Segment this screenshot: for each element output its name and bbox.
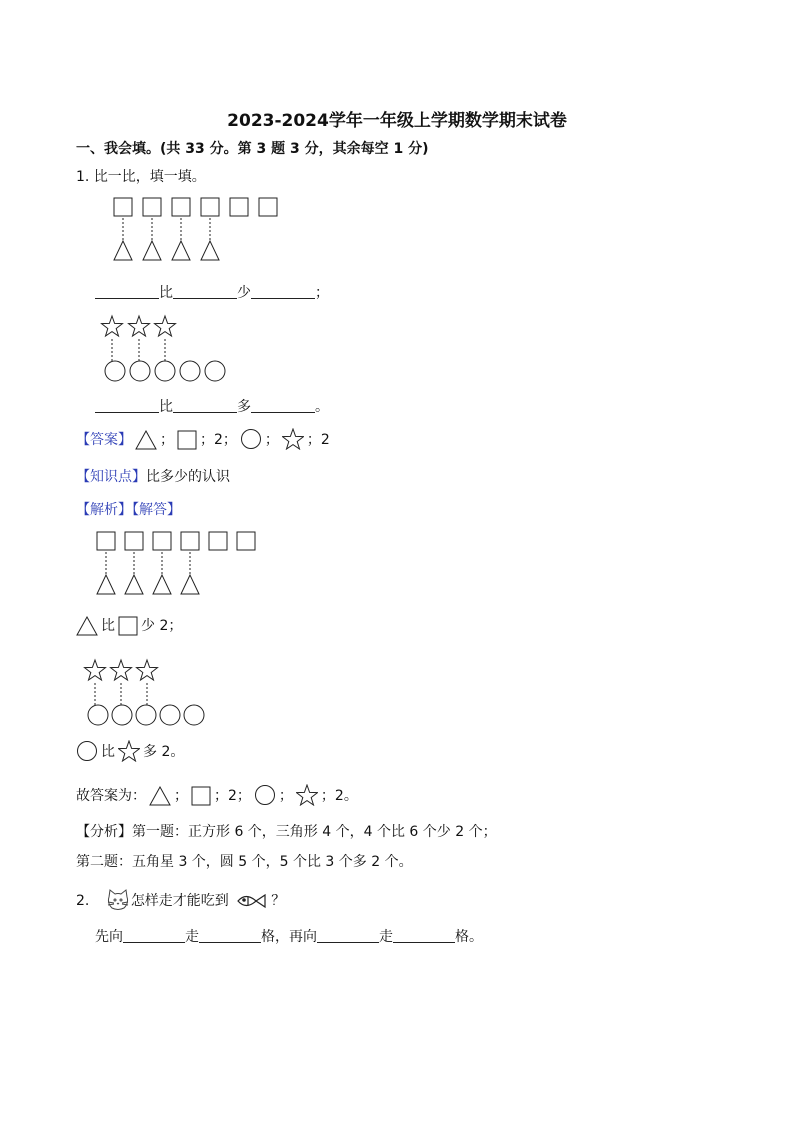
fill-word: 走	[185, 929, 199, 945]
question-text: 怎样走才能吃到	[130, 893, 229, 909]
answer-text: ；	[264, 432, 279, 448]
analysis-line-2: 第二题：五角星 3 个，圆 5 个，5 个比 3 个多 2 个。	[76, 854, 413, 870]
question-mark: ？	[271, 893, 286, 909]
circle-icon	[76, 740, 98, 762]
knowledge-text: 比多少的认识	[146, 469, 230, 485]
analysis-text: 第一题：正方形 6 个，三角形 4 个，4 个比 6 个少 2 个；	[132, 824, 497, 840]
final-lead: 故答案为：	[76, 788, 146, 804]
answer-blank[interactable]	[199, 928, 261, 943]
square-icon	[118, 616, 138, 636]
star-icon	[282, 428, 304, 450]
answer-number: 2	[214, 432, 223, 448]
answer-blank[interactable]	[173, 284, 237, 299]
answer-blank[interactable]	[251, 398, 315, 413]
fill-word: 少	[237, 285, 251, 301]
explain-word: 比	[101, 744, 115, 760]
question-text: 比一比，填一填。	[93, 169, 206, 185]
answer-text: ；	[160, 432, 174, 448]
stars-circles-figure	[101, 314, 231, 386]
knowledge-tag: 【知识点】	[76, 469, 146, 485]
fill-line-2	[95, 396, 329, 416]
question-2-fill-line	[95, 926, 483, 946]
answer-tag: 【答案】	[76, 432, 132, 448]
explain-squares-triangles-figure	[95, 530, 265, 600]
exam-title: 2023-2024学年一年级上学期数学期末试卷	[227, 111, 567, 131]
analysis-line-1	[76, 821, 497, 841]
fill-word: 比	[159, 285, 173, 301]
fill-word: 走	[379, 929, 393, 945]
star-icon	[118, 740, 140, 762]
question-1-prompt	[76, 166, 206, 186]
answer-line	[76, 428, 330, 450]
analysis-fenxi-tag: 【分析】	[76, 824, 132, 840]
final-text: ；	[174, 788, 188, 804]
fill-line-1	[95, 282, 329, 302]
question-2-prompt	[76, 889, 285, 911]
fish-icon	[236, 891, 268, 911]
fill-word: 。	[315, 399, 329, 415]
answer-blank[interactable]	[317, 928, 379, 943]
question-number: 2.	[76, 893, 90, 909]
triangle-icon	[135, 430, 157, 450]
star-icon	[296, 784, 318, 806]
answer-text: ；	[200, 432, 214, 448]
fill-word: ；	[315, 285, 329, 301]
answer-text: ；	[222, 432, 237, 448]
fill-word: 格。	[455, 929, 483, 945]
explain-text: 少 2；	[141, 618, 183, 634]
final-answer-line	[76, 784, 358, 806]
triangle-icon	[76, 616, 98, 636]
fill-word: 格，再向	[261, 929, 317, 945]
circle-icon	[240, 428, 262, 450]
answer-blank[interactable]	[95, 284, 159, 299]
explain-line-2	[76, 740, 184, 762]
square-icon	[177, 430, 197, 450]
final-text: ；	[278, 788, 293, 804]
square-icon	[191, 786, 211, 806]
knowledge-point	[76, 466, 230, 486]
answer-blank[interactable]	[251, 284, 315, 299]
answer-blank[interactable]	[173, 398, 237, 413]
answer-text: ；	[306, 432, 321, 448]
explain-text: 多 2。	[143, 744, 185, 760]
squares-triangles-figure	[112, 196, 282, 266]
question-number: 1.	[76, 169, 90, 185]
fill-word: 比	[159, 399, 173, 415]
explain-word: 比	[101, 618, 115, 634]
answer-blank[interactable]	[123, 928, 185, 943]
explain-line-1	[76, 615, 182, 636]
answer-number: 2	[320, 432, 330, 448]
answer-blank[interactable]	[393, 928, 455, 943]
fill-word: 先向	[95, 929, 123, 945]
fill-word: 多	[237, 399, 251, 415]
circle-icon	[254, 784, 276, 806]
final-text: ；2；	[214, 788, 251, 804]
cat-icon	[106, 889, 130, 911]
answer-blank[interactable]	[95, 398, 159, 413]
explain-stars-circles-figure	[84, 658, 214, 730]
triangle-icon	[149, 786, 171, 806]
final-text: ；2。	[320, 788, 358, 804]
analysis-tag: 【解析】【解答】	[76, 502, 181, 518]
section-1-heading: 一、我会填。(共 33 分。第 3 题 3 分，其余每空 1 分)	[76, 141, 429, 157]
